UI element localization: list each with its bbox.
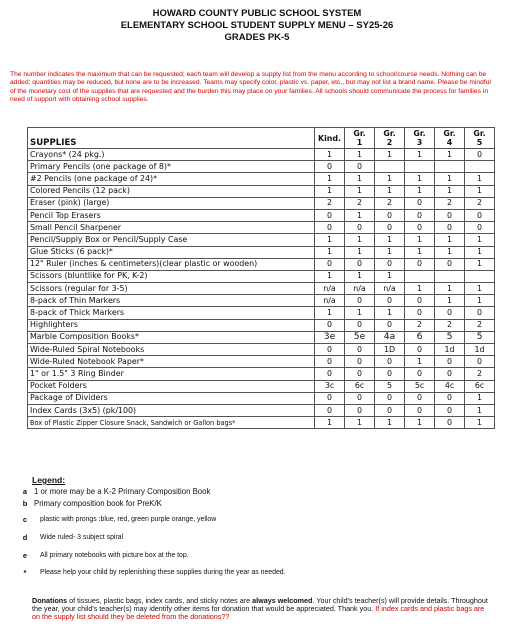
quantity-cell: 1 [345,173,375,185]
table-row [28,149,495,161]
quantity-cell: 0 [315,368,345,380]
quantity-cell: 1 [315,270,345,282]
donations-text: of tissues, plastic bags, index cards, and sticky notes are [67,596,253,605]
quantity-cell: 0 [405,295,435,307]
quantity-cell: 1 [345,149,375,161]
supply-name: Pocket Folders [28,380,315,392]
quantity-cell: 6c [345,380,375,392]
quantity-cell: 1 [345,417,375,429]
quantity-cell: 5 [435,331,465,343]
quantity-cell: 0 [405,258,435,270]
quantity-cell: 0 [375,222,405,234]
grade-header-bottom: 4 [446,138,453,147]
quantity-cell: 1 [375,234,405,246]
quantity-cell: 1 [465,283,495,295]
quantity-cell: 2 [315,197,345,209]
table-row [28,356,495,368]
legend-mark: c [22,515,28,524]
supply-name: Scissors (regular for 3-5) [28,283,315,295]
quantity-cell: 0 [315,319,345,331]
quantity-cell: 0 [435,417,465,429]
supply-name: Colored Pencils (12 pack) [28,185,315,197]
legend-item [20,499,162,508]
quantity-cell: 0 [375,209,405,221]
quantity-cell: 1 [345,234,375,246]
table-row [28,368,495,380]
quantity-cell: 3e [315,331,345,343]
legend-mark: d [22,533,28,542]
quantity-cell: 1 [405,356,435,368]
legend-text: Please help your child by replenishing these supplies during the year as needed. [40,569,286,576]
quantity-cell: 0 [435,258,465,270]
quantity-cell: 1 [375,417,405,429]
quantity-cell: n/a [315,283,345,295]
quantity-cell: 0 [375,319,405,331]
quantity-cell: 0 [345,404,375,416]
quantity-cell: 0 [465,209,495,221]
legend-item [20,487,210,496]
quantity-cell: 1 [375,173,405,185]
table-row [28,404,495,416]
grade-header [315,128,345,149]
table-row [28,283,495,295]
quantity-cell: 0 [405,404,435,416]
quantity-cell: 0 [435,368,465,380]
supply-name: Package of Dividers [28,392,315,404]
table-row [28,344,495,356]
legend-text: All primary notebooks with picture box at the top. [40,552,189,559]
quantity-cell: 1 [345,209,375,221]
quantity-cell: 1 [435,234,465,246]
quantity-cell: 1 [315,307,345,319]
quantity-cell: 5e [345,331,375,343]
quantity-cell: 0 [345,368,375,380]
quantity-cell: 1 [315,246,345,258]
quantity-cell: 0 [345,344,375,356]
donations-text-2: . Your child's teacher(s) will provide details. Throughout the year, your child's teacher(s) may identify other items for donation that would be appreciated. Thank you. [32,596,488,614]
table-row [28,197,495,209]
quantity-cell: 0 [315,356,345,368]
quantity-cell: 1 [435,149,465,161]
quantity-cell [405,270,435,282]
legend-text: 1 or more may be a K-2 Primary Composition Book [34,487,211,496]
quantity-cell: 5c [405,380,435,392]
quantity-cell: 6 [405,331,435,343]
quantity-cell: 0 [405,368,435,380]
quantity-cell: 1 [315,417,345,429]
quantity-cell: 1 [405,234,435,246]
table-row [28,234,495,246]
supply-table [27,127,495,429]
quantity-cell: 0 [435,222,465,234]
supply-name: Marble Composition Books* [28,331,315,343]
quantity-cell: 0 [435,356,465,368]
grade-header-bottom: Kind. [317,133,342,143]
quantity-cell: 1D [375,344,405,356]
grade-header-top: Gr. [383,129,396,138]
quantity-cell: 1 [405,417,435,429]
grade-header [405,128,435,149]
legend-text: plastic with prongs :blue, red, green purple orange, yellow [40,516,217,523]
quantity-cell: 0 [375,368,405,380]
quantity-cell: 1 [435,173,465,185]
quantity-cell: 0 [315,209,345,221]
quantity-cell: 0 [315,404,345,416]
quantity-cell: 4a [375,331,405,343]
quantity-cell: 1 [315,185,345,197]
quantity-cell: 0 [345,295,375,307]
quantity-cell: n/a [315,295,345,307]
quantity-cell: 0 [375,295,405,307]
quantity-cell: 1 [465,417,495,429]
supply-table-body [28,128,495,429]
legend-text: Wide ruled- 3 subject spiral [40,534,124,541]
quantity-cell: 1 [315,234,345,246]
supply-name: Crayons* (24 pkg.) [28,149,315,161]
quantity-cell: 1 [465,404,495,416]
quantity-cell: 0 [465,149,495,161]
quantity-cell: 5 [375,380,405,392]
grade-header-top: Gr. [353,129,366,138]
quantity-cell: 1 [465,295,495,307]
supply-name: 8-pack of Thin Markers [28,295,315,307]
quantity-cell: 1 [315,173,345,185]
legend-text: Primary composition book for PreK/K [34,499,162,508]
supply-name: Box of Plastic Zipper Closure Snack, Sandwich or Gallon bags* [28,417,315,429]
legend-item [20,533,123,542]
quantity-cell: 3c [315,380,345,392]
donations-question: If index cards and plastic bags are on the supply list should they be deleted from the donations?? [32,604,485,622]
supply-name: Highlighters [28,319,315,331]
quantity-cell: 0 [315,222,345,234]
quantity-cell [435,270,465,282]
grade-header-top: Gr. [443,129,456,138]
quantity-cell: 1 [345,307,375,319]
legend-item [20,568,286,577]
quantity-cell: 0 [435,392,465,404]
quantity-cell [465,270,495,282]
quantity-cell: 0 [405,392,435,404]
legend-item [20,551,189,560]
quantity-cell: 2 [435,197,465,209]
legend-mark: a [22,487,28,496]
supply-name: Primary Pencils (one package of 8)* [28,161,315,173]
table-row [28,295,495,307]
quantity-cell: 0 [315,161,345,173]
quantity-cell: 0 [405,307,435,319]
quantity-cell: 0 [315,392,345,404]
grade-header [465,128,495,149]
grade-header [375,128,405,149]
quantity-cell: 2 [435,319,465,331]
supply-name: 1" or 1.5" 3 Ring Binder [28,368,315,380]
quantity-cell: 4c [435,380,465,392]
quantity-cell: 1 [345,246,375,258]
table-row [28,392,495,404]
grade-header-top: Gr. [413,129,426,138]
district-title: HOWARD COUNTY PUBLIC SCHOOL SYSTEM [152,8,362,19]
quantity-cell: 0 [465,307,495,319]
quantity-cell: 1 [405,283,435,295]
quantity-cell: 0 [345,161,375,173]
quantity-cell [465,161,495,173]
legend-title: Legend: [32,475,66,485]
supply-name: 8-pack of Thick Markers [28,307,315,319]
donations-note [32,597,492,622]
quantity-cell: 1 [375,307,405,319]
quantity-cell: 1 [435,185,465,197]
quantity-cell: 0 [435,307,465,319]
quantity-cell: 0 [345,319,375,331]
grade-header-bottom: 2 [386,138,393,147]
table-row [28,185,495,197]
supply-name: Index Cards (3x5) (pk/100) [28,404,315,416]
quantity-cell: 1 [375,185,405,197]
table-row [28,270,495,282]
table-row [28,331,495,343]
grades-title: GRADES PK-5 [224,32,290,43]
table-row [28,209,495,221]
quantity-cell: 1 [435,246,465,258]
table-row [28,222,495,234]
supply-name: #2 Pencils (one package of 24)* [28,173,315,185]
quantity-cell: 0 [375,392,405,404]
quantity-cell: 1 [345,185,375,197]
table-row [28,307,495,319]
quantity-cell [375,161,405,173]
table-row [28,380,495,392]
quantity-cell: 0 [375,356,405,368]
quantity-cell: 1 [465,185,495,197]
quantity-cell: 0 [435,209,465,221]
quantity-cell: 1 [375,246,405,258]
quantity-cell [405,161,435,173]
quantity-cell: 1 [315,149,345,161]
quantity-cell: 1 [405,246,435,258]
quantity-cell: 2 [465,368,495,380]
grade-header-bottom: 1 [356,138,363,147]
quantity-cell: 1 [405,149,435,161]
quantity-cell: 1 [465,234,495,246]
supply-name: Pencil Top Erasers [28,209,315,221]
supply-name: Glue Sticks (6 pack)* [28,246,315,258]
grade-header-top: Gr. [473,129,486,138]
quantity-cell: 1 [345,270,375,282]
quantity-cell: 1d [435,344,465,356]
quantity-cell: 0 [315,344,345,356]
quantity-cell: 0 [345,392,375,404]
always-welcomed: always welcomed [252,596,313,605]
grade-header-bottom: 3 [416,138,423,147]
quantity-cell: 0 [375,258,405,270]
table-row [28,161,495,173]
quantity-cell: 2 [345,197,375,209]
legend-mark: e [22,551,28,560]
supply-name: Wide-Ruled Spiral Notebooks [28,344,315,356]
quantity-cell: 0 [465,356,495,368]
quantity-cell: 1 [465,246,495,258]
grade-header [345,128,375,149]
legend-mark: b [22,499,28,508]
donations-bold: Donations [32,596,68,605]
quantity-cell: 0 [465,222,495,234]
table-row [28,258,495,270]
quantity-cell: 1 [465,392,495,404]
menu-title: ELEMENTARY SCHOOL STUDENT SUPPLY MENU – SY25-26 [120,20,394,31]
quantity-cell: 0 [405,222,435,234]
legend-item [20,515,216,524]
quantity-cell: 2 [405,319,435,331]
supply-name: Wide-Ruled Notebook Paper* [28,356,315,368]
supply-name: 12" Ruler (inches & centimeters)(clear plastic or wooden) [28,258,315,270]
quantity-cell: 1d [465,344,495,356]
quantity-cell [435,161,465,173]
intro-notice: The number indicates the maximum that can be requested; each team will develop a supply list from the menu according to school/course needs. Nothing can be added; quantities may be reduced, but none are to be increased. Teams may specify color, plastic vs. paper, etc., but may not list a brand name. Please be mindful of the monetary cost of the supplies that are requested and the burden this may place on your families. All schools should communicate the process for families in need of support with obtaining school supplies. [10,71,491,103]
grade-header [435,128,465,149]
table-row [28,319,495,331]
quantity-cell: 1 [465,258,495,270]
supply-name: Scissors (bluntlike for PK, K-2) [28,270,315,282]
quantity-cell: 1 [375,270,405,282]
quantity-cell: 0 [405,197,435,209]
quantity-cell: 0 [435,404,465,416]
table-row [28,246,495,258]
quantity-cell: 2 [375,197,405,209]
quantity-cell: 2 [465,197,495,209]
quantity-cell: 1 [405,173,435,185]
supply-name: Eraser (pink) (large) [28,197,315,209]
quantity-cell: 0 [345,356,375,368]
quantity-cell: 1 [465,173,495,185]
quantity-cell: 1 [405,185,435,197]
quantity-cell: 0 [405,344,435,356]
grade-header-bottom: 5 [476,138,483,147]
quantity-cell: 6c [465,380,495,392]
legend-mark: * [23,568,27,577]
supply-name: Small Pencil Sharpener [28,222,315,234]
quantity-cell: 0 [345,222,375,234]
table-row [28,173,495,185]
quantity-cell: n/a [375,283,405,295]
table-row [28,417,495,429]
quantity-cell: 5 [465,331,495,343]
quantity-cell: 0 [405,209,435,221]
quantity-cell: n/a [345,283,375,295]
quantity-cell: 0 [345,258,375,270]
supply-name: Pencil/Supply Box or Pencil/Supply Case [28,234,315,246]
quantity-cell: 2 [465,319,495,331]
quantity-cell: 0 [375,404,405,416]
supplies-header: SUPPLIES [28,128,315,149]
quantity-cell: 0 [315,258,345,270]
quantity-cell: 1 [435,283,465,295]
table-header-row [28,128,495,149]
quantity-cell: 1 [375,149,405,161]
quantity-cell: 1 [435,295,465,307]
